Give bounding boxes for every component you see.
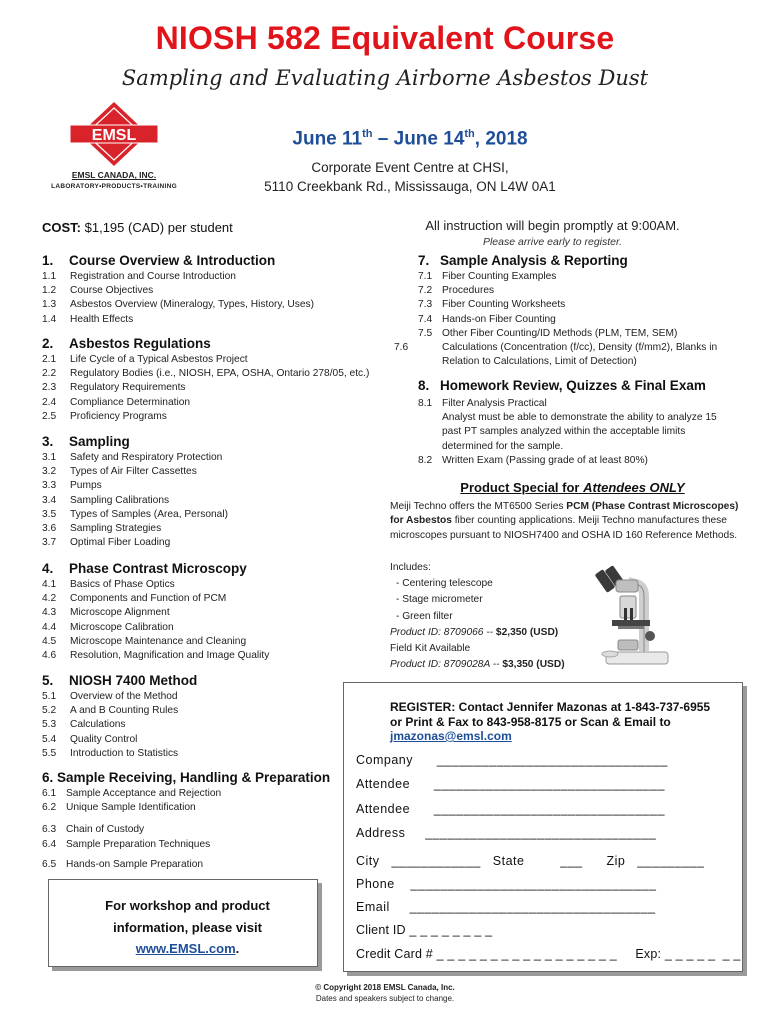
logo-mark: EMSL [91, 127, 137, 144]
section-6 [42, 770, 330, 872]
field-kit: Field Kit Available [390, 643, 471, 655]
list-item: 3.7 Optimal Fiber Loading [42, 537, 171, 549]
list-item: - Green filter [396, 610, 453, 622]
section-items [42, 823, 330, 851]
section-1 [42, 253, 314, 327]
list-item: 4.4 Microscope Calibration [42, 621, 174, 633]
list-item: 7.2 Procedures [418, 285, 495, 297]
credit-card-field[interactable]: Credit Card # _ _ _ _ _ _ _ _ _ _ _ _ _ _ _ _ _ Exp: _ _ _ _ _ _ _ [356, 947, 741, 961]
company-field[interactable]: Company _______________________________ [356, 753, 668, 767]
section-7 [394, 253, 748, 369]
page-subtitle: Sampling and Evaluating Airborne Asbestos Dust [121, 66, 649, 90]
cost-label: COST: [42, 220, 81, 235]
list-item: - Centering telescope [396, 578, 493, 590]
section-number: 1. [42, 253, 54, 268]
register-line-2: or Print & Fax to 843-958-8175 or Scan & Email to [390, 714, 671, 729]
start-time: All instruction will begin promptly at 9:00AM. [425, 218, 680, 233]
list-item: 2.5 Proficiency Programs [42, 410, 167, 422]
client-id-field[interactable]: Client ID _ _ _ _ _ _ _ _ [356, 923, 493, 937]
email-field[interactable]: Email _________________________________ [356, 900, 656, 914]
footer [0, 982, 770, 1004]
logo-company-name: EMSL CANADA, INC. [71, 170, 157, 180]
register-heading [390, 700, 740, 744]
list-item: 3.1 Safety and Respiratory Protection [42, 452, 223, 463]
list-item: 3.6 Sampling Strategies [42, 523, 162, 535]
venue-line-1: Corporate Event Centre at CHSI, [311, 160, 509, 175]
section-items [42, 578, 269, 663]
attendee-field-1[interactable]: Attendee _______________________________ [356, 777, 665, 791]
copyright: © Copyright 2018 EMSL Canada, Inc. [315, 983, 455, 992]
start-date: June 11 [292, 128, 363, 150]
list-item: 4.3 Microscope Alignment [42, 607, 170, 619]
product-special-heading: Product Special for Attendees ONLY [460, 480, 685, 495]
list-item: 6.1 Sample Acceptance and Rejection [42, 788, 222, 799]
list-item: 2.4 Compliance Determination [42, 396, 191, 408]
product-special-text: Meiji Techno offers the MT6500 Series PCM (Phase Contrast Microscopes) for Asbestos fiber counting applications. Meiji Techno manufactures these microscopes pursuant to NIOSH7400 and OSHA ID 160 Reference Methods. [390, 501, 739, 541]
list-item: 6.3 Chain of Custody [42, 824, 145, 836]
arrive-note: Please arrive early to register. [482, 236, 623, 248]
zip-label: Zip [606, 854, 626, 868]
workshop-info [55, 895, 320, 960]
section-items [394, 270, 748, 369]
section-5 [42, 673, 197, 761]
list-item: 3.3 Pumps [42, 480, 102, 492]
end-date-suffix: th [464, 128, 475, 140]
phone-label: Phone [356, 877, 395, 891]
section-3 [42, 434, 228, 550]
section-items [42, 787, 330, 815]
city-label: City [356, 854, 380, 868]
product-includes [390, 560, 565, 673]
workshop-link-row: www.EMSL.com. [135, 941, 240, 956]
year: , 2018 [474, 128, 528, 150]
section-items [42, 353, 369, 424]
end-date: – June 14 [372, 128, 465, 150]
section-items [42, 858, 330, 872]
workshop-line-2: information, please visit [113, 919, 262, 935]
list-item: 6.5 Hands-on Sample Preparation [42, 858, 204, 870]
list-item: 2.3 Regulatory Requirements [42, 382, 186, 394]
email-label: Email [356, 900, 390, 914]
client-id-label: Client ID [356, 923, 406, 937]
venue [200, 158, 620, 196]
attendee-field-2[interactable]: Attendee _______________________________ [356, 802, 665, 816]
list-item: 5.3 Calculations [42, 719, 126, 731]
list-item: 8.2 Written Exam (Passing grade of at least 80%) [418, 454, 648, 466]
section-4 [42, 561, 269, 663]
section-items [42, 690, 197, 761]
section-heading: 2. Asbestos Regulations [42, 336, 211, 351]
list-item: 6.2 Unique Sample Identification [42, 802, 196, 814]
list-item: 7.3 Fiber Counting Worksheets [418, 299, 566, 311]
address-field[interactable]: Address _______________________________ [356, 826, 657, 840]
list-item: 4.5 Microscope Maintenance and Cleaning [42, 635, 247, 647]
city-state-zip-field[interactable]: City ____________ State ___ Zip _________ [356, 854, 705, 868]
list-item: 4.1 Basics of Phase Optics [42, 579, 175, 590]
section-items [42, 270, 314, 327]
exp-label: Exp: [635, 947, 662, 961]
cost-value: $1,195 (CAD) per student [84, 220, 233, 235]
section-8 [418, 378, 738, 468]
phone-field[interactable]: Phone _________________________________ [356, 877, 657, 891]
course-dates [200, 128, 620, 150]
state-label: State [492, 854, 525, 868]
section-heading: 3. Sampling [42, 434, 130, 449]
list-item: - Stage micrometer [396, 594, 483, 606]
attendee-label: Attendee [356, 777, 411, 791]
section-items [418, 397, 738, 468]
list-item: 3.4 Sampling Calibrations [42, 494, 170, 506]
page-title: NIOSH 582 Equivalent Course [155, 20, 615, 56]
list-item: 3.5 Types of Samples (Area, Personal) [42, 508, 228, 520]
list-item: 1.2 Course Objectives [42, 285, 154, 297]
section-title: 6. Sample Receiving, Handling & Preparation [42, 770, 331, 785]
start-date-suffix: th [362, 128, 373, 140]
section-heading: 7. Sample Analysis & Reporting [418, 253, 628, 268]
list-item: 5.4 Quality Control [42, 733, 138, 745]
emsl-website-link[interactable]: www.EMSL.com [135, 941, 236, 956]
list-item: 4.6 Resolution, Magnification and Image Quality [42, 650, 270, 662]
includes-label: Includes: [390, 562, 431, 573]
list-item-body: Analyst must be able to demonstrate the ability to analyze 15 past PT samples analyzed within the acceptable limits determined for the sample. [442, 412, 717, 452]
list-item: 1.1 Registration and Course Introduction [42, 271, 236, 282]
section-heading: 8. Homework Review, Quizzes & Final Exam [418, 378, 706, 393]
product-2: Product ID: 8709028A -- $3,350 (USD) [390, 659, 565, 671]
section-heading: 5. NIOSH 7400 Method [42, 673, 198, 688]
cost [42, 220, 233, 235]
list-item: 4.2 Components and Function of PCM [42, 593, 227, 605]
attendee-label: Attendee [356, 802, 411, 816]
list-item: 6.4 Sample Preparation Techniques [42, 838, 211, 850]
list-item: 2.2 Regulatory Bodies (i.e., NIOSH, EPA, OSHA, Ontario 278/05, etc.) [42, 368, 370, 380]
logo-tagline: LABORATORY•PRODUCTS•TRAINING [51, 183, 177, 190]
address-label: Address [356, 826, 406, 840]
list-item: 5.5 Introduction to Statistics [42, 747, 179, 759]
list-item: 8.1 Filter Analysis Practical [418, 398, 547, 409]
list-item: 7.5 Other Fiber Counting/ID Methods (PLM, TEM, SEM) [418, 327, 678, 339]
footer-note: Dates and speakers subject to change. [315, 994, 455, 1003]
credit-card-label: Credit Card # [356, 947, 433, 961]
list-item: 7.4 Hands-on Fiber Counting [418, 313, 556, 325]
section-heading: 4. Phase Contrast Microscopy [42, 561, 247, 576]
list-item: 1.4 Health Effects [42, 313, 134, 325]
list-item: 5.1 Overview of the Method [42, 691, 178, 702]
list-item: 2.1 Life Cycle of a Typical Asbestos Project [42, 354, 248, 365]
company-label: Company [356, 753, 413, 767]
list-item: 1.3 Asbestos Overview (Mineralogy, Types, History, Uses) [42, 299, 315, 311]
register-email-link[interactable]: jmazonas@emsl.com [390, 729, 512, 743]
section-heading [42, 253, 314, 268]
list-item: 7.6 Calculations (Concentration (f/cc), Density (f/mm2), Blanks in Relation to Calculations, Limit of Detection) [394, 342, 718, 368]
list-item: 5.2 A and B Counting Rules [42, 705, 179, 717]
section-2 [42, 336, 369, 424]
list-item: 7.1 Fiber Counting Examples [418, 271, 557, 282]
venue-line-2: 5110 Creekbank Rd., Mississauga, ON L4W 0A1 [264, 179, 556, 194]
section-title: Course Overview & Introduction [69, 253, 276, 268]
product-1: Product ID: 8709066 -- $2,350 (USD) [390, 626, 559, 638]
section-items [42, 451, 228, 550]
workshop-line-1: For workshop and product [105, 898, 270, 913]
list-item: 3.2 Types of Air Filter Cassettes [42, 466, 197, 478]
register-line-1: REGISTER: Contact Jennifer Mazonas at 1-843-737-6955 [390, 700, 711, 714]
microscope-image [588, 556, 678, 668]
logo-text [48, 170, 180, 192]
